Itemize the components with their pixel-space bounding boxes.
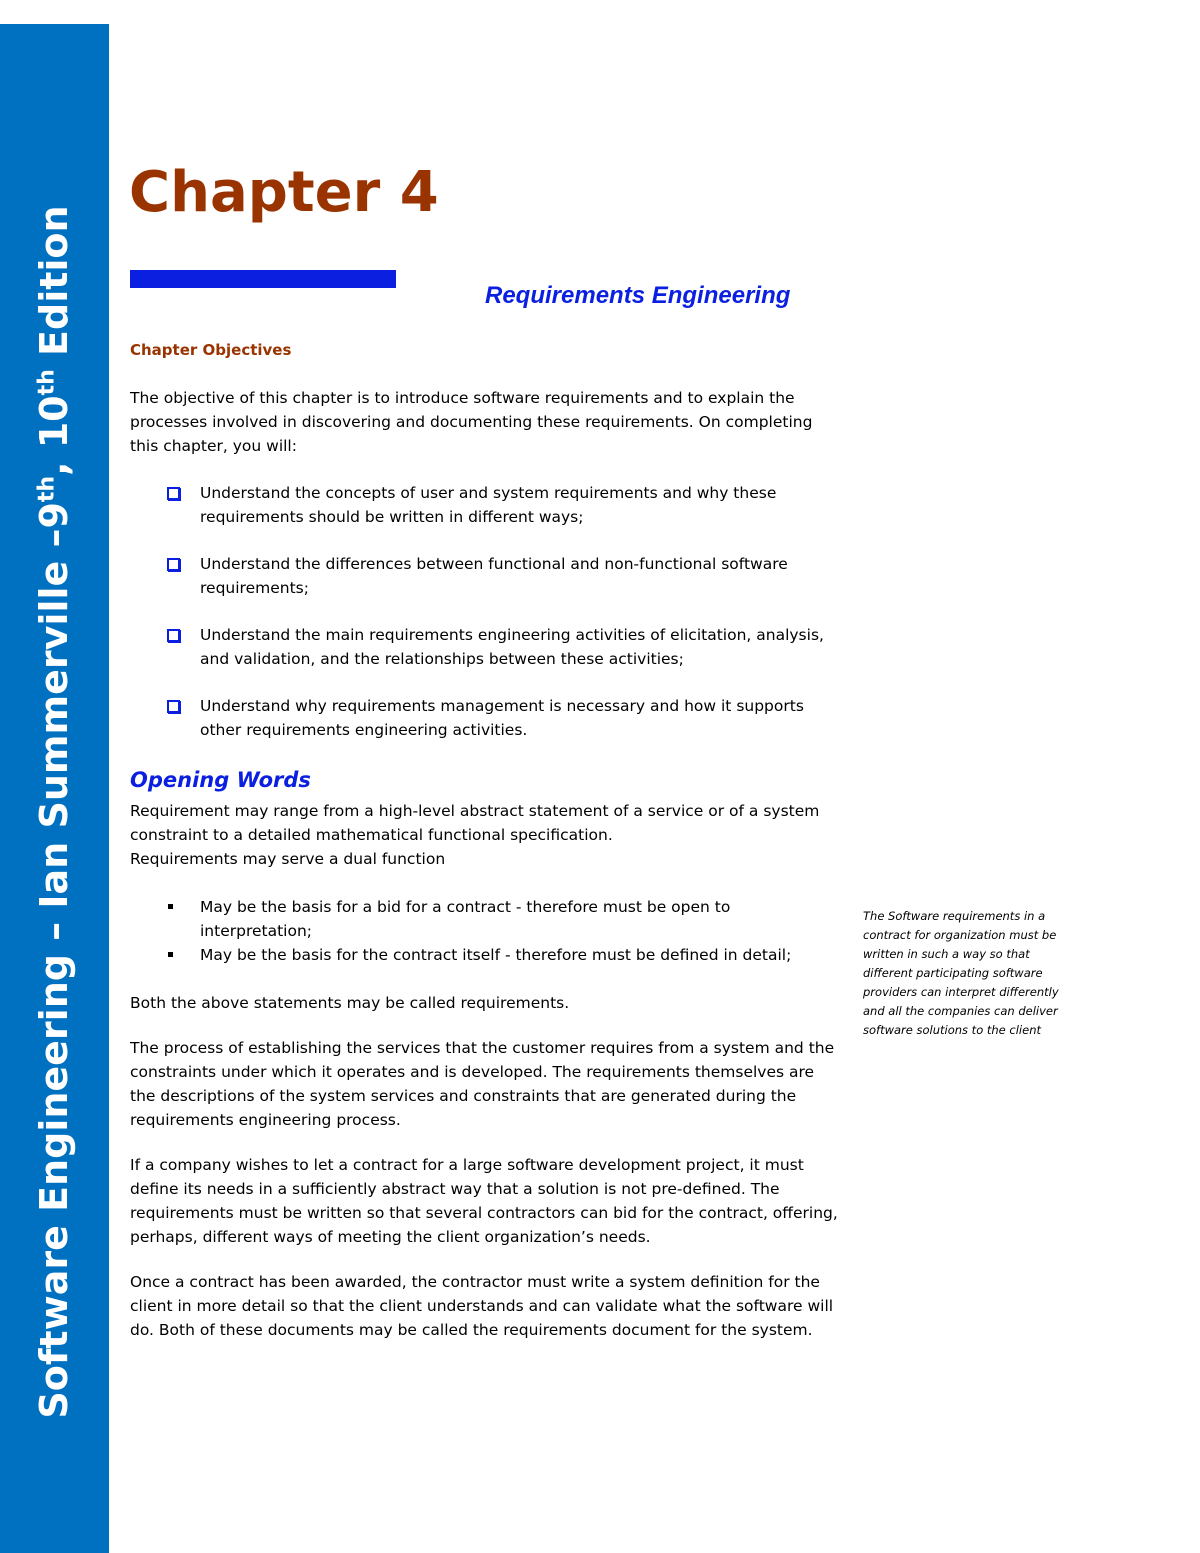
opening-words-heading: Opening Words xyxy=(130,768,311,792)
list-item: May be the basis for the contract itself - therefore must be defined in detail; xyxy=(130,943,840,967)
checkbox-icon xyxy=(167,629,180,642)
chapter-title: Chapter 4 xyxy=(129,160,439,225)
paragraph: Both the above statements may be called requirements. xyxy=(130,994,570,1012)
paragraph: If a company wishes to let a contract for a large software development project, it must define its needs in a sufficiently abstract way that a solution is not pre-defined. The requirements must be written so that several contractors can bid for the contract, offering, perhaps, different ways of meeting the client organization’s needs. xyxy=(130,1156,838,1246)
square-bullet-icon xyxy=(168,904,173,909)
main-content xyxy=(130,338,840,1342)
checkbox-icon xyxy=(167,558,180,571)
opening-line-1: Requirement may range from a high-level abstract statement of a service or of a system constraint to a detailed mathematical functional specification. xyxy=(130,802,820,844)
chapter-subtitle: Requirements Engineering xyxy=(485,282,791,309)
opening-line-2: Requirements may serve a dual function xyxy=(130,850,446,868)
paragraph: Once a contract has been awarded, the contractor must write a system definition for the client in more detail so that the client understands and can validate what the software will do. Both of these documents may be called the requirements document for the system. xyxy=(130,1273,834,1339)
objective-item: Understand the concepts of user and system requirements and why these requirements should be written in different ways; xyxy=(130,481,840,529)
objective-item: Understand why requirements management is necessary and how it supports other requirements engineering activities. xyxy=(130,694,840,742)
objectives-intro: The objective of this chapter is to introduce software requirements and to explain the processes involved in discovering and documenting these requirements. On completing this chapter, you will: xyxy=(130,389,813,455)
objective-item: Understand the differences between functional and non-functional software requirements; xyxy=(130,552,840,600)
objective-item: Understand the main requirements engineering activities of elicitation, analysis, and validation, and the relationships between these activities; xyxy=(130,623,840,671)
paragraph: The process of establishing the services that the customer requires from a system and the constraints under which it operates and is developed. The requirements themselves are the descriptions of the system services and constraints that are generated during the requirements engineering process. xyxy=(130,1039,835,1129)
sidebar-band xyxy=(0,24,109,1553)
margin-note: The Software requirements in a contract for organization must be written in such a way so that different participating software providers can interpret differently and all the companies can deliver software solutions to the client xyxy=(863,909,1059,1037)
title-underline-bar xyxy=(130,270,396,288)
checkbox-icon xyxy=(167,487,180,500)
checkbox-icon xyxy=(167,700,180,713)
sidebar-book-title: Software Engineering – Ian Summerville –9th, 10th Edition xyxy=(32,205,76,1419)
objectives-heading: Chapter Objectives xyxy=(130,341,292,359)
objectives-list xyxy=(130,481,840,742)
square-bullet-icon xyxy=(168,952,173,957)
dual-function-list xyxy=(130,895,840,967)
list-item: May be the basis for a bid for a contract - therefore must be open to interpretation; xyxy=(130,895,840,943)
